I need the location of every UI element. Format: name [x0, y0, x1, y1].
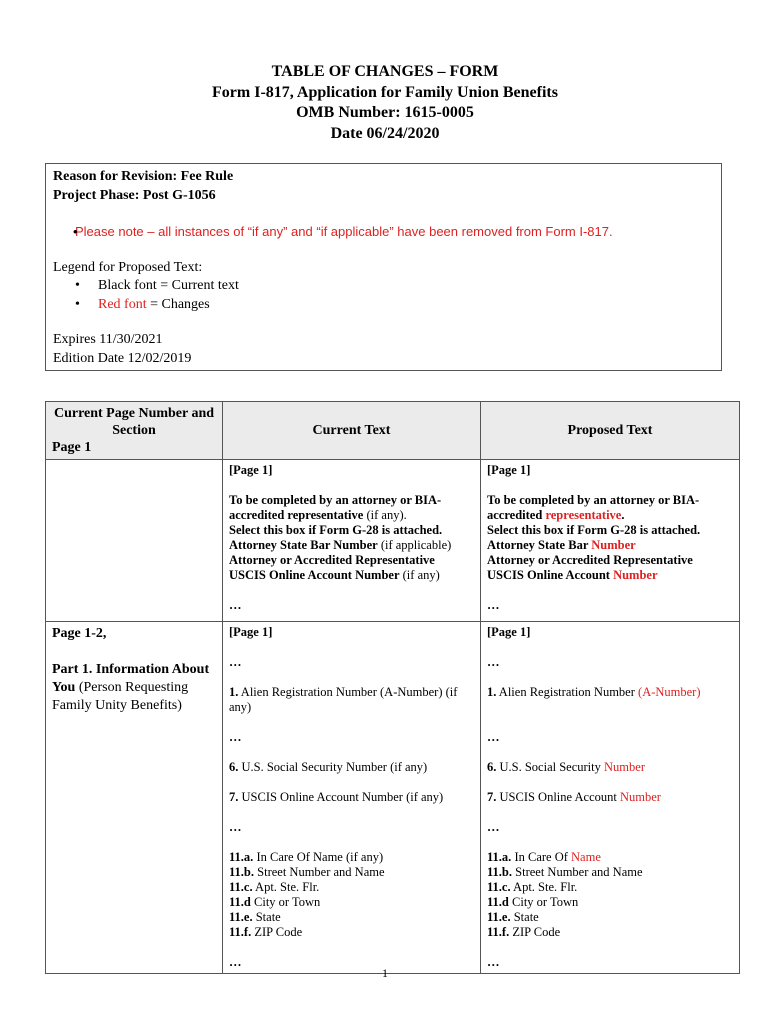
- legend-black: • Black font = Current text: [53, 277, 714, 296]
- legend-red: [53, 296, 714, 315]
- removal-note: • Please note – all instances of “if any” and “if applicable” have been removed from Form I-817.: [53, 223, 714, 242]
- legend-red-label: Red font: [98, 296, 147, 312]
- row2-section: Page 1-2, Part 1. Information About You (Person Requesting Family Unity Benefits): [46, 622, 223, 974]
- edition-date: Edition Date 12/02/2019: [53, 350, 192, 366]
- table-row: [46, 460, 740, 622]
- legend-title: Legend for Proposed Text:: [53, 259, 203, 275]
- row2-current: [Page 1] … 1. Alien Registration Number (A-Number) (if any) … 6. U.S. Social Security Number (if any) 7. USCIS Online Account Number (if any) … 11.a. In Care Of Name (if any) 11.b. Street Number and Name 11.c. Apt. Ste. Flr. 11.d City or Town 11.e. State 11.f. ZIP Code …: [223, 622, 481, 974]
- page-number: 1: [382, 966, 388, 980]
- reason-for-revision: Reason for Revision: Fee Rule: [53, 169, 234, 184]
- title-line-1: TABLE OF CHANGES – FORM: [271, 63, 499, 80]
- header-proposed-text: Proposed Text: [481, 402, 740, 460]
- document-title: [0, 62, 770, 144]
- changes-table: [45, 401, 740, 974]
- row2-proposed: [Page 1] … 1. Alien Registration Number (A-Number) … 6. U.S. Social Security Number 7. USCIS Online Account Number … 11.a. In Care Of Name 11.b. Street Number and Name 11.c. Apt. Ste. Flr. 11.d City or Town 11.e. State 11.f. ZIP Code …: [481, 622, 740, 974]
- table-header-row: [46, 402, 740, 460]
- legend-red-text: = Changes: [146, 296, 210, 312]
- title-line-2: Form I-817, Application for Family Union Benefits: [212, 83, 558, 101]
- expires-date: Expires 11/30/2021: [53, 332, 163, 347]
- table-row: [46, 622, 740, 974]
- header-current-text: Current Text: [223, 402, 481, 460]
- row1-current: [Page 1] To be completed by an attorney or BIA-accredited representative (if any). Select this box if Form G-28 is attached. Attorney State Bar Number (if applicable) Attorney or Accredited Representative USCIS Online Account Number (if any) …: [223, 460, 481, 622]
- title-line-4: Date 06/24/2020: [330, 124, 440, 142]
- header-section: Current Page Number and Section Page 1: [46, 402, 223, 460]
- row1-proposed: [Page 1] To be completed by an attorney or BIA-accredited representative. Select this box if Form G-28 is attached. Attorney State Bar Number Attorney or Accredited Representative USCIS Online Account Number …: [481, 460, 740, 622]
- project-phase: Project Phase: Post G-1056: [53, 187, 216, 203]
- row1-section: Page 1: [52, 440, 92, 455]
- revision-info-box: [45, 163, 722, 371]
- title-line-3: OMB Number: 1615-0005: [296, 104, 474, 121]
